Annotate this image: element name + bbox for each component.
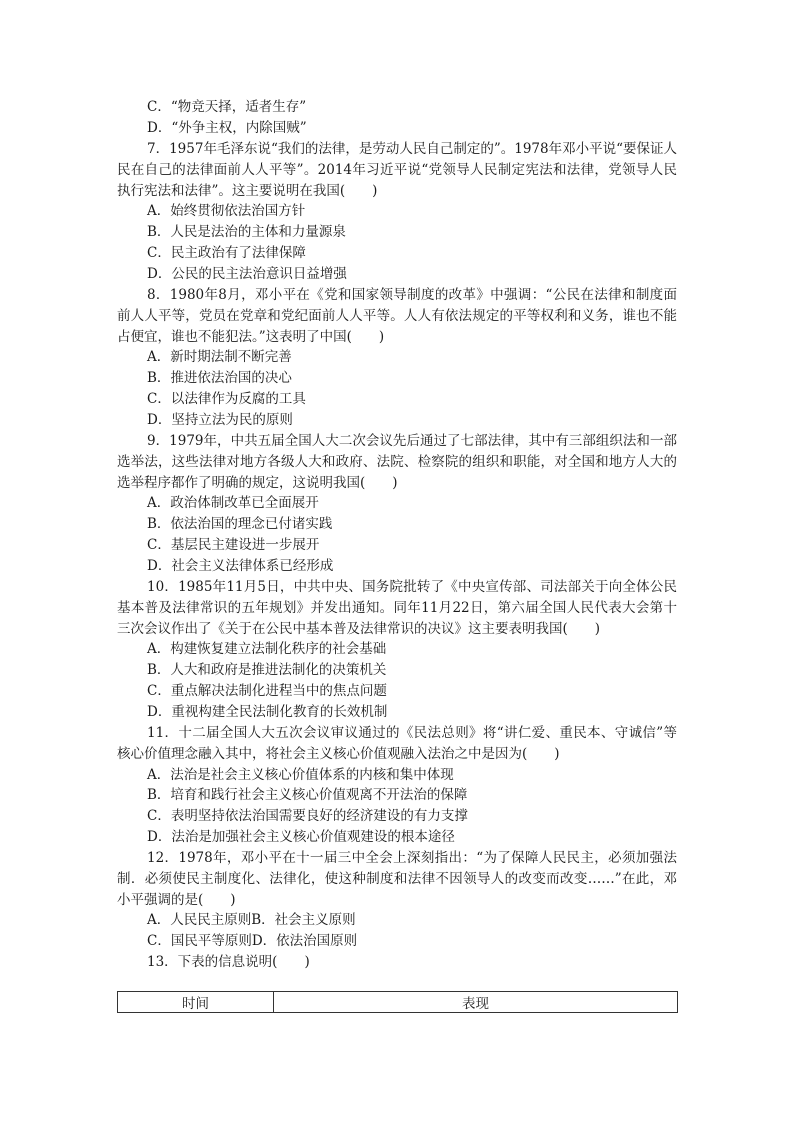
option-a: A．新时期法制不断完善 [147,349,292,366]
option-d: D．重视构建全民法制化教育的长效机制 [147,703,388,720]
question-12 [117,848,677,952]
column-header-performance: 表现 [274,992,678,1013]
option-d: D．法治是加强社会主义核心价值观建设的根本途径 [147,828,455,845]
info-table [117,991,678,1013]
question-stem: 11．十二届全国人大五次会议审议通过的《民法总则》将“讲仁爱、重民本、守诚信”等核心价值理念融入其中，将社会主义核心价值观融入法治之中是因为( ) [117,725,677,762]
option-b: B．人大和政府是推进法制化的决策机关 [147,662,387,679]
option-d: D．“外争主权，内除国贼” [147,119,307,136]
question-8 [117,285,677,431]
option-a: A．法治是社会主义核心价值体系的内核和集中体现 [147,766,454,783]
option-c: C．“物竞天择，适者生存” [147,99,307,115]
table-header-row [118,992,678,1013]
option-a: A．始终贯彻依法治国方针 [147,203,306,220]
option-row-cd: C．国民平等原则D．依法治国原则 [147,933,358,950]
option-row-ab: A．人民民主原则B．社会主义原则 [147,912,356,929]
question-6-tail [117,97,677,139]
option-a: A．构建恢复建立法制化秩序的社会基础 [147,641,387,658]
option-a: A．政治体制改革已全面展开 [147,495,319,512]
question-stem: 12．1978年，邓小平在十一届三中全会上深刻指出：“为了保障人民民主，必须加强法制．必须使民主制度化、法律化，使这种制度和法律不因领导人的改变而改变……”在此，邓小平强调的是( ) [117,850,677,908]
question-9 [117,431,677,577]
option-d: D．公民的民主法治意识日益增强 [147,265,347,282]
question-stem: 13．下表的信息说明( ) [147,954,310,970]
option-c: C．以法律作为反腐的工具 [147,390,306,407]
question-13 [117,952,677,973]
question-7 [117,139,677,285]
option-b: B．人民是法治的主体和力量源泉 [147,224,346,241]
question-11 [117,723,677,848]
question-stem: 9．1979年，中共五届全国人大二次会议先后通过了七部法律，其中有三部组织法和一部选举法，这些法律对地方各级人大和政府、法院、检察院的组织和职能，对全国和地方人大的选举程序都作了明确的规定，这说明我国( ) [117,433,677,491]
option-c: C．基层民主建设进一步展开 [147,536,320,553]
question-10 [117,577,677,723]
option-b: B．依法治国的理念已付诸实践 [147,516,333,533]
column-header-time: 时间 [118,992,274,1013]
question-stem: 10．1985年11月5日，中共中央、国务院批转了《中央宣传部、司法部关于向全体公民基本普及法律常识的五年规划》并发出通知。同年11月22日，第六届全国人民代表大会第十三次会议作出了《关于在公民中基本普及法律常识的决议》这主要表明我国( ) [117,579,677,637]
option-d: D．坚持立法为民的原则 [147,411,293,428]
option-d: D．社会主义法律体系已经形成 [147,557,334,574]
option-c: C．民主政治有了法律保障 [147,244,306,261]
option-b: B．培育和践行社会主义核心价值观离不开法治的保障 [147,787,468,804]
question-stem: 7．1957年毛泽东说“我们的法律，是劳动人民自己制定的”。1978年邓小平说“要保证人民在自己的法律面前人人平等”。2014年习近平说“党领导人民制定宪法和法律，党领导人民执行宪法和法律”。这主要说明在我国( ) [117,141,678,199]
option-b: B．推进依法治国的决心 [147,370,292,387]
option-c: C．表明坚持依法治国需要良好的经济建设的有力支撑 [147,808,468,825]
option-c: C．重点解决法制化进程当中的焦点问题 [147,682,387,699]
question-stem: 8．1980年8月，邓小平在《党和国家领导制度的改革》中强调：“公民在法律和制度面前人人平等，党员在党章和党纪面前人人平等。人人有依法规定的平等权利和义务，谁也不能占便宜，谁也不能犯法。”这表明了中国( ) [117,287,677,345]
